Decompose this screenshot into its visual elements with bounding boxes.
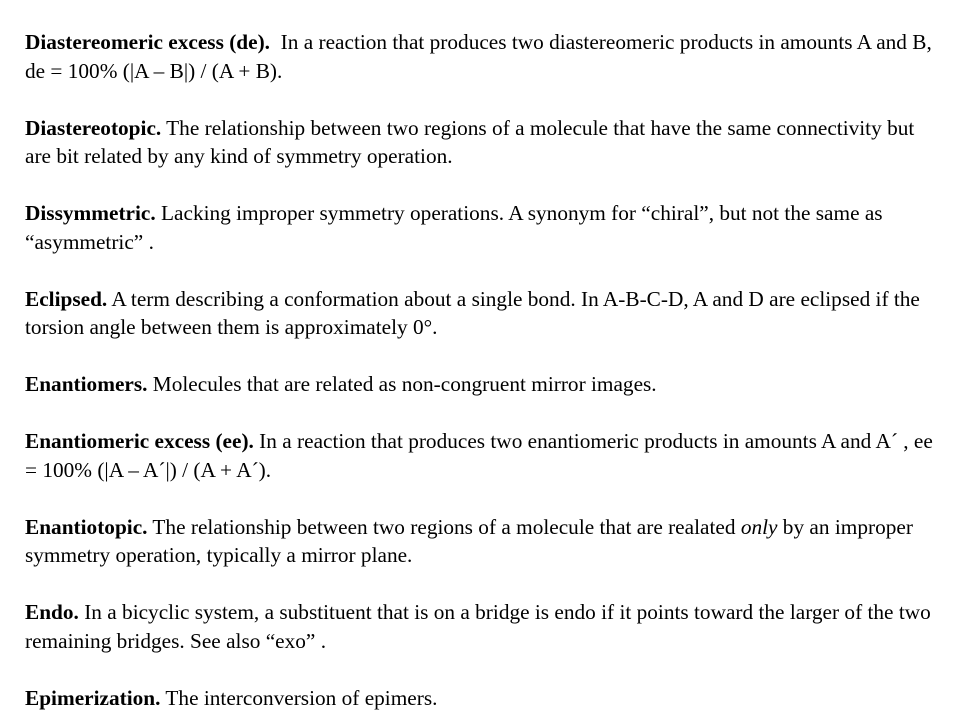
entry-definition: The interconversion of epimers. [160,685,438,710]
entry-term: Diastereomeric excess (de). [25,30,270,54]
entry-term: Enantiomeric excess (ee). [25,429,254,453]
glossary-entry-enantiomeric-excess [25,427,940,484]
glossary-entry-diastereomeric-excess [25,28,940,85]
glossary-entry-diastereotopic [25,114,940,171]
glossary-entry-epimerization [25,684,940,713]
entry-definition: In a reaction that produces two diastereomeric products in amounts A and B, de = 100% (|A – B|) / (A + B). [25,30,938,83]
entry-definition: Lacking improper symmetry operations. A synonym for “chiral”, but not the same as “asymmetric” . [25,201,883,254]
entry-definition: Molecules that are related as non-congruent mirror images. [147,372,657,396]
entry-term: Enantiomers. [25,372,148,396]
glossary-entry-enantiotopic [25,513,940,570]
entry-term: Diastereotopic. [25,115,162,140]
glossary-entry-eclipsed [25,285,940,342]
entry-term: Epimerization. [25,685,161,710]
entry-term: Dissymmetric. [25,201,156,225]
glossary-entry-dissymmetric [25,199,940,256]
entry-definition: In a reaction that produces two enantiomeric products in amounts A and A´ , ee = 100% (|A – A´|) / (A + A´). [25,429,933,482]
glossary-entry-enantiomers [25,370,940,399]
entry-definition: The relationship between two regions of a molecule that are realated [147,514,741,539]
entry-definition: The relationship between two regions of a molecule that have the same connectivity but are bit related by any kind of symmetry operation. [25,115,915,168]
glossary-list [25,28,940,712]
entry-term: Endo. [25,600,79,624]
entry-definition: In a bicyclic system, a substituent that is on a bridge is endo if it points toward the larger of the two remaining bridges. See also “exo” . [25,600,931,653]
entry-definition: by an improper symmetry operation, typically a mirror plane. [25,514,913,567]
entry-definition-emphasis: only [740,514,778,539]
entry-definition: A term describing a conformation about a single bond. In A-B-C-D, A and D are eclipsed if the torsion angle between them is approximately 0°. [25,286,920,339]
entry-term: Eclipsed. [25,286,108,311]
entry-term: Enantiotopic. [25,514,148,539]
glossary-entry-endo [25,598,940,655]
